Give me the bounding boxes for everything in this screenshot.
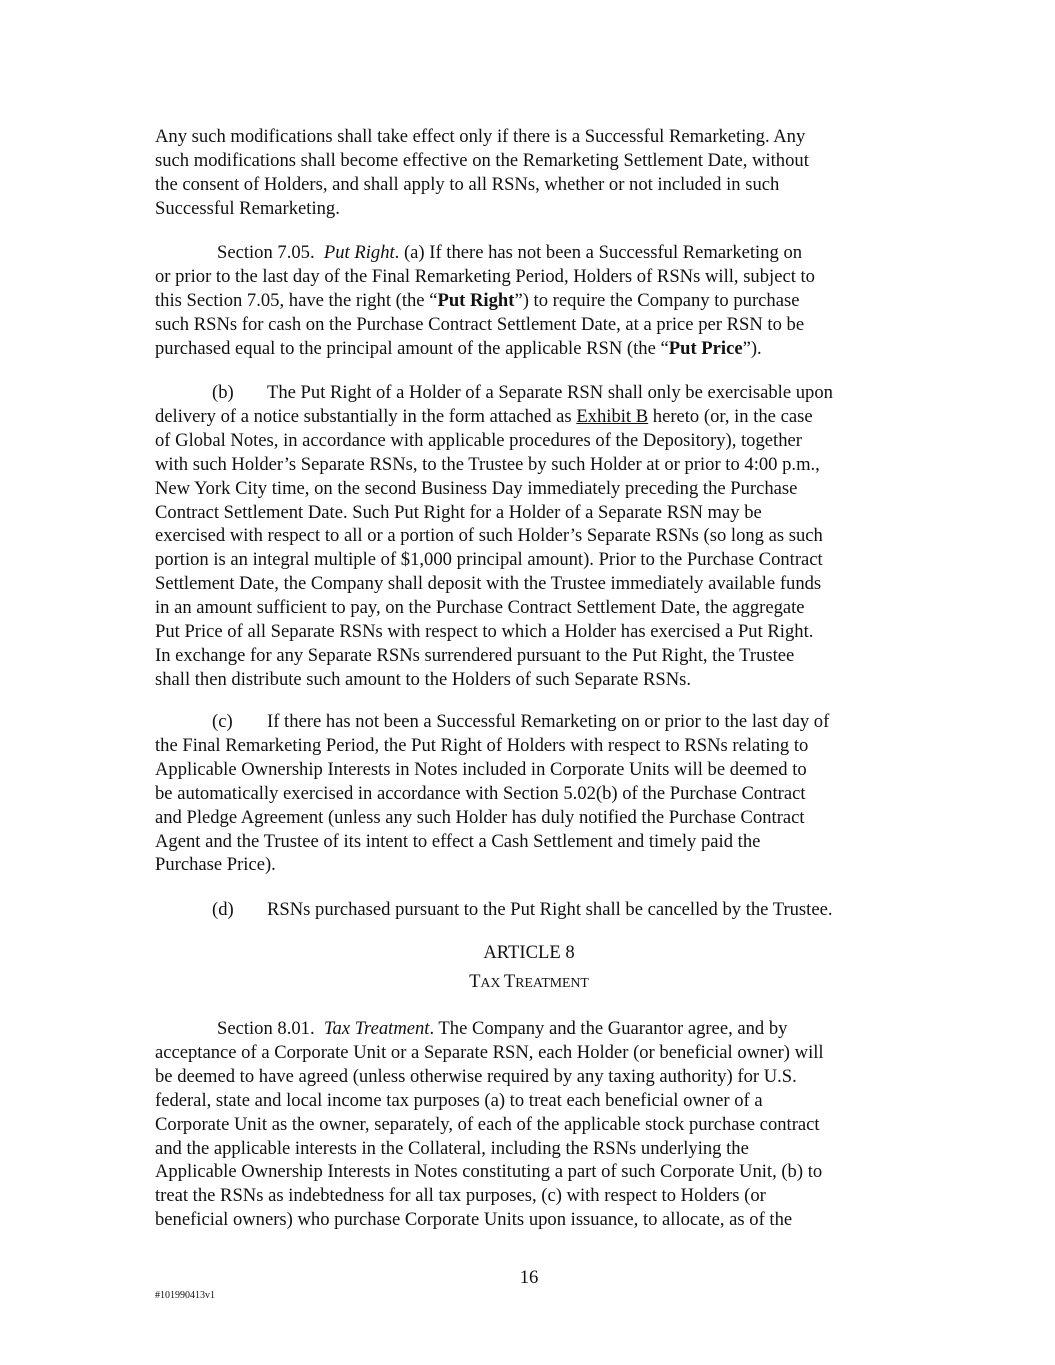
text-line: such modifications shall become effective on the Remarketing Settlement Date, without [155, 149, 809, 171]
text-line: portion is an integral multiple of $1,000 principal amount). Prior to the Purchase Contract [155, 549, 823, 571]
section-8-01 [155, 1017, 903, 1232]
text-line: Applicable Ownership Interests in Notes constituting a part of such Corporate Unit, (b) to [155, 1161, 823, 1183]
subparagraph-label: (b) [212, 382, 234, 403]
text-line: treat the RSNs as indebtedness for all tax purposes, (c) with respect to Holders (or [155, 1185, 766, 1207]
section-title: Tax Treatment [323, 1018, 430, 1039]
exhibit-reference: Exhibit B [576, 405, 649, 427]
section-title: Put Right [323, 242, 395, 263]
subparagraph-label: (c) [212, 711, 233, 732]
text-line: Any such modifications shall take effect only if there is a Successful Remarketing. Any [155, 126, 806, 147]
paragraph-modifications [155, 125, 903, 221]
text-line: Successful Remarketing. [155, 197, 340, 219]
defined-term-put-price: Put Price [668, 337, 743, 359]
section-7-05 [155, 241, 903, 361]
text-line: the Final Remarketing Period, the Put Right of Holders with respect to RSNs relating to [155, 734, 809, 756]
text-line: Settlement Date, the Company shall deposit with the Trustee immediately available funds [155, 573, 822, 595]
subparagraph-label: (d) [212, 899, 234, 920]
text-line: Section 7.05. Put Right. (a) If there has not been a Successful Remarketing on [217, 242, 803, 263]
text-line: Corporate Unit as the owner, separately, of each of the applicable stock purchase contract [155, 1113, 820, 1135]
text-line: federal, state and local income tax purposes (a) to treat each beneficial owner of a [155, 1089, 763, 1111]
text-line: with such Holder’s Separate RSNs, to the Trustee by such Holder at or prior to 4:00 p.m., [155, 453, 820, 475]
text-line: and Pledge Agreement (unless any such Holder has duly notified the Purchase Contract [155, 806, 805, 828]
text-line: Put Price of all Separate RSNs with respect to which a Holder has exercised a Put Right. [155, 621, 814, 643]
paragraph-b [155, 381, 903, 692]
text-line: delivery of a notice substantially in the form attached as Exhibit B hereto (or, in the case [155, 405, 813, 427]
text-line: in an amount sufficient to pay, on the Purchase Contract Settlement Date, the aggregate [155, 597, 805, 619]
page-number: 16 [519, 1267, 539, 1288]
text-line: the consent of Holders, and shall apply to all RSNs, whether or not included in such [155, 173, 780, 195]
text-line: be deemed to have agreed (unless otherwise required by any taxing authority) for U.S. [155, 1065, 797, 1087]
paragraph-d [155, 898, 903, 922]
text-line: In exchange for any Separate RSNs surrendered pursuant to the Put Right, the Trustee [155, 644, 795, 666]
text-line: such RSNs for cash on the Purchase Contract Settlement Date, at a price per RSN to be [155, 313, 805, 335]
text-line: Agent and the Trustee of its intent to effect a Cash Settlement and timely paid the [155, 830, 761, 852]
text-line: purchased equal to the principal amount of the applicable RSN (the “Put Price”). [155, 337, 762, 359]
defined-term-put-right: Put Right [437, 289, 515, 311]
text-line: Purchase Price). [155, 854, 276, 876]
text-line: exercised with respect to all or a portion of such Holder’s Separate RSNs (so long as such [155, 525, 823, 547]
text-line: of Global Notes, in accordance with applicable procedures of the Depository), together [155, 429, 802, 451]
paragraph-c [155, 710, 903, 877]
text-line: this Section 7.05, have the right (the “Put Right”) to require the Company to purchase [155, 289, 800, 311]
section-number: Section 8.01. [217, 1018, 315, 1039]
text-line: (d) RSNs purchased pursuant to the Put Right shall be cancelled by the Trustee. [212, 899, 833, 920]
text-line: Contract Settlement Date. Such Put Right for a Holder of a Separate RSN may be [155, 501, 762, 523]
article-heading: ARTICLE 8 [483, 942, 575, 963]
section-number: Section 7.05. [217, 242, 315, 263]
text-line: acceptance of a Corporate Unit or a Separate RSN, each Holder (or beneficial owner) will [155, 1041, 824, 1063]
text-line: New York City time, on the second Business Day immediately preceding the Purchase [155, 477, 798, 499]
text-line: Applicable Ownership Interests in Notes included in Corporate Units will be deemed to [155, 758, 807, 780]
text-line: beneficial owners) who purchase Corporate Units upon issuance, to allocate, as of the [155, 1209, 793, 1231]
text-line: (c) If there has not been a Successful Remarketing on or prior to the last day of [212, 711, 830, 732]
article-subtitle: TAX TREATMENT [469, 971, 589, 992]
document-id: #101990413v1 [155, 1290, 215, 1301]
text-line: and the applicable interests in the Collateral, including the RSNs underlying the [155, 1137, 749, 1159]
text-line: or prior to the last day of the Final Remarketing Period, Holders of RSNs will, subject to [155, 265, 815, 287]
text-line: shall then distribute such amount to the Holders of such Separate RSNs. [155, 668, 692, 690]
text-line: Section 8.01. Tax Treatment. The Company and the Guarantor agree, and by [217, 1018, 788, 1039]
text-line: (b) The Put Right of a Holder of a Separate RSN shall only be exercisable upon [212, 382, 833, 403]
text-line: be automatically exercised in accordance with Section 5.02(b) of the Purchase Contract [155, 782, 806, 804]
